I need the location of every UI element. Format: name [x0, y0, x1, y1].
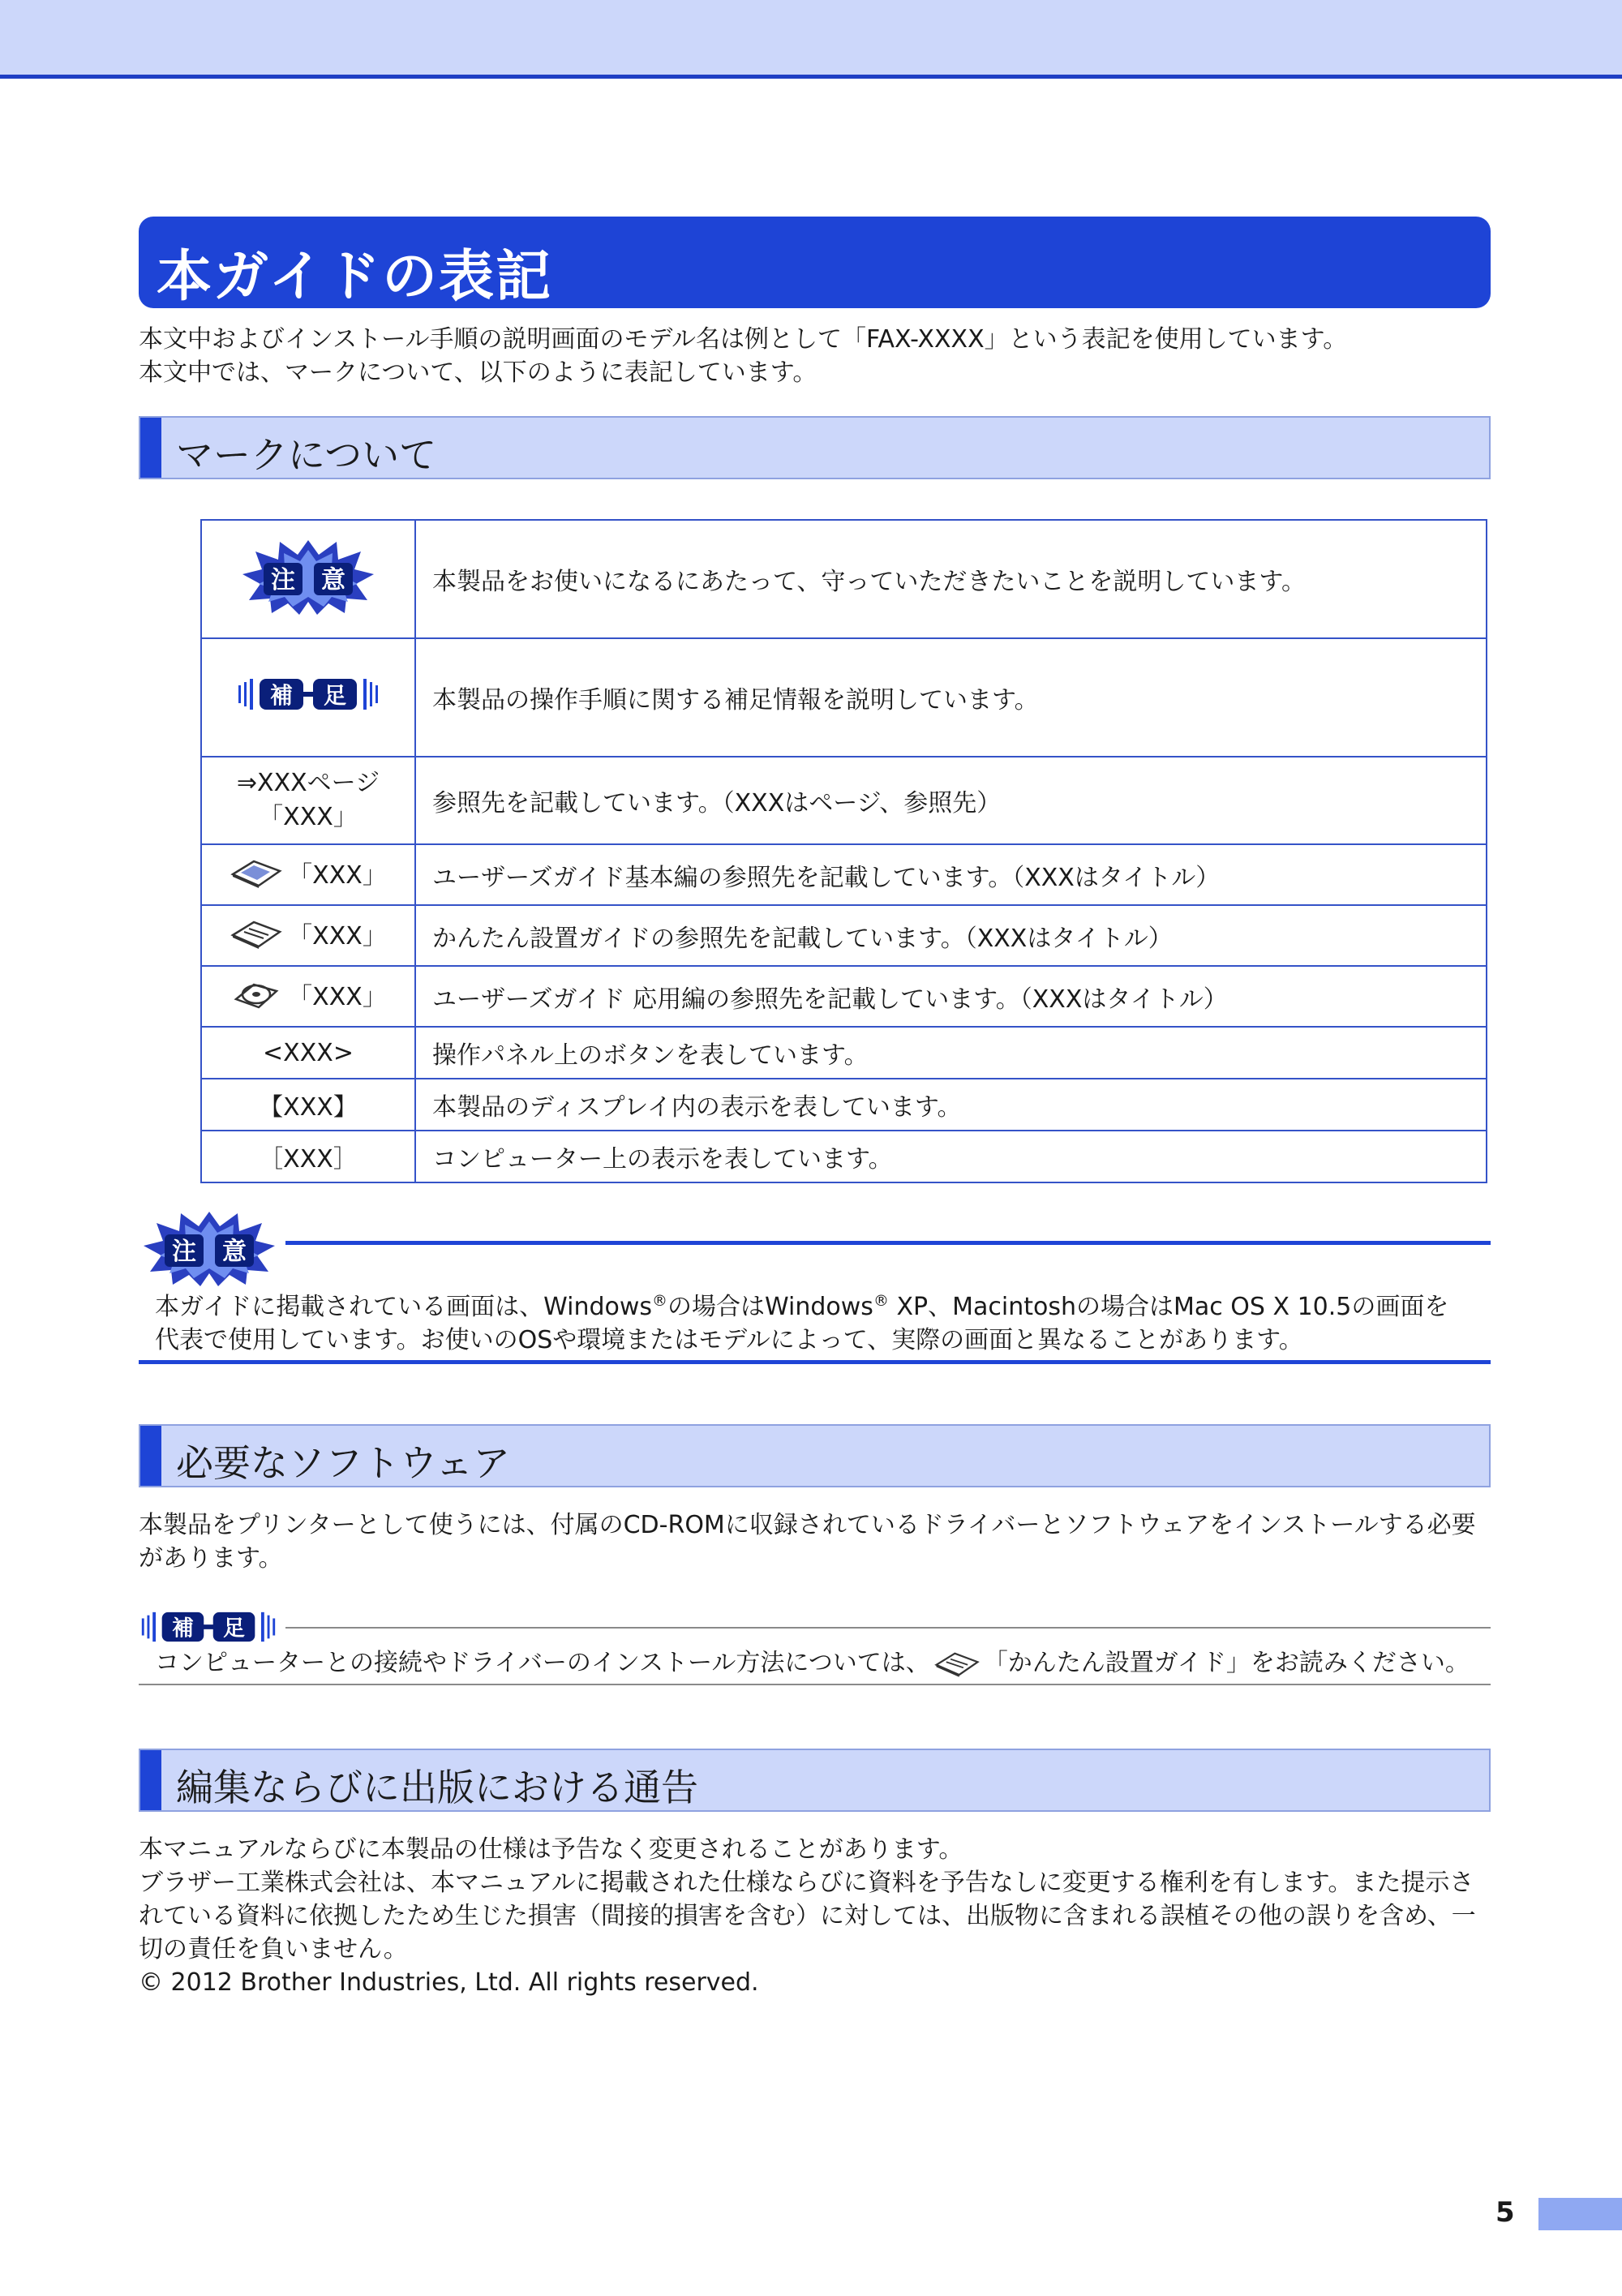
table-row	[201, 1079, 1487, 1131]
section-title: 必要なソフトウェア	[176, 1441, 511, 1485]
badge-char: 意	[321, 566, 345, 594]
mark-label: ［XXX］	[201, 1131, 415, 1182]
page-title: 本ガイドの表記	[157, 245, 552, 309]
note-rule	[285, 1627, 1491, 1629]
caution-line: 本ガイドに掲載されている画面は、Windows®の場合はWindows® XP、Macintoshの場合はMac OS X 10.5の画面を	[155, 1292, 1449, 1321]
top-header-band	[0, 0, 1622, 79]
badge-char: 足	[223, 1616, 245, 1642]
mark-label: <XXX>	[201, 1027, 415, 1079]
mark-description: 本製品の操作手順に関する補足情報を説明しています。	[415, 638, 1487, 757]
setup-guide-book-icon	[933, 1649, 980, 1678]
mark-description: コンピューター上の表示を表しています。	[415, 1131, 1487, 1182]
page-title-banner	[139, 217, 1491, 308]
page-number: 5	[1495, 2196, 1515, 2229]
badge-char: 注	[172, 1238, 196, 1266]
table-row	[201, 966, 1487, 1027]
chui-badge-icon	[239, 535, 377, 616]
badge-char: 補	[269, 682, 294, 709]
mark-cell	[201, 757, 415, 844]
advanced-guide-cd-icon	[230, 978, 283, 1011]
publishing-paragraph	[139, 1833, 1476, 1999]
page-tab	[1538, 2198, 1622, 2230]
mark-cell	[201, 905, 415, 966]
mark-description: ユーザーズガイド基本編の参照先を記載しています。（XXXはタイトル）	[415, 844, 1487, 905]
table-row	[201, 520, 1487, 638]
badge-char: 注	[271, 566, 295, 594]
caution-rule	[139, 1360, 1491, 1364]
mark-label: 「XXX」	[288, 921, 387, 951]
mark-label: 【XXX】	[201, 1079, 415, 1131]
mark-label: ⇒XXXページ	[236, 769, 380, 797]
section-title: マークについて	[176, 433, 437, 477]
intro-line: 本文中およびインストール手順の説明画面のモデル名は例として「FAX-XXXX」という表記を使用しています。	[139, 325, 1348, 354]
software-note	[155, 1646, 1470, 1680]
intro-line: 本文中では、マークについて、以下のように表記しています。	[139, 358, 817, 387]
mark-description: 本製品をお使いになるにあたって、守っていただきたいことを説明しています。	[415, 520, 1487, 638]
table-row	[201, 1027, 1487, 1079]
intro-paragraph	[139, 323, 1347, 389]
table-row	[201, 844, 1487, 905]
mark-cell	[201, 966, 415, 1027]
caution-line: 代表で使用しています。お使いのOSや環境またはモデルによって、実際の画面と異なることがあります。	[155, 1326, 1303, 1354]
mark-description: かんたん設置ガイドの参照先を記載しています。（XXXはタイトル）	[415, 905, 1487, 966]
note-rule	[139, 1684, 1491, 1685]
table-row	[201, 638, 1487, 757]
section-header-marks	[139, 416, 1491, 479]
mark-description: 参照先を記載しています。（XXXはページ、参照先）	[415, 757, 1487, 844]
mark-description: ユーザーズガイド 応用編の参照先を記載しています。（XXXはタイトル）	[415, 966, 1487, 1027]
mark-description: 操作パネル上のボタンを表しています。	[415, 1027, 1487, 1079]
mark-cell	[201, 844, 415, 905]
caution-text	[155, 1285, 1448, 1357]
chui-badge-icon	[138, 1207, 281, 1288]
basic-guide-book-icon	[230, 856, 283, 889]
publishing-line: 切の責任を負いません。	[139, 1935, 408, 1963]
software-paragraph	[139, 1508, 1476, 1575]
marks-table	[200, 519, 1487, 1183]
section-header-software	[139, 1424, 1491, 1487]
publishing-line: 本マニュアルならびに本製品の仕様は予告なく変更されることがあります。	[139, 1835, 963, 1864]
table-row	[201, 1131, 1487, 1182]
publishing-line: れている資料に依拠したため生じた損害（間接的損害を含む）に対しては、出版物に含まれる誤植その他の誤りを含め、一	[139, 1902, 1476, 1930]
badge-char: 補	[172, 1616, 194, 1642]
badge-char: 意	[222, 1238, 247, 1266]
mark-cell	[201, 638, 415, 757]
setup-guide-book-icon	[230, 917, 283, 950]
copyright-line: © 2012 Brother Industries, Ltd. All rights reserved.	[139, 1968, 759, 1997]
publishing-line: ブラザー工業株式会社は、本マニュアルに掲載された仕様ならびに資料を予告なしに変更する権利を有します。また提示さ	[139, 1869, 1474, 1897]
hosoku-badge-icon	[235, 674, 381, 715]
mark-cell	[201, 520, 415, 638]
table-row	[201, 905, 1487, 966]
section-header-publishing	[139, 1749, 1491, 1812]
software-note-line: コンピューターとの接続やドライバーのインストール方法については、 「かんたん設置ガイド」をお読みください。	[155, 1649, 1470, 1677]
mark-description: 本製品のディスプレイ内の表示を表しています。	[415, 1079, 1487, 1131]
software-line: があります。	[139, 1544, 283, 1573]
badge-char: 足	[323, 682, 347, 709]
mark-label: 「XXX」	[288, 860, 387, 890]
hosoku-badge-icon	[139, 1607, 278, 1646]
software-line: 本製品をプリンターとして使うには、付属のCD-ROMに収録されているドライバーとソフトウェアをインストールする必要	[139, 1511, 1476, 1539]
mark-label: 「XXX」	[259, 803, 358, 831]
mark-label: 「XXX」	[288, 982, 387, 1011]
table-row	[201, 757, 1487, 844]
caution-rule	[285, 1241, 1491, 1245]
section-title: 編集ならびに出版における通告	[176, 1766, 698, 1809]
